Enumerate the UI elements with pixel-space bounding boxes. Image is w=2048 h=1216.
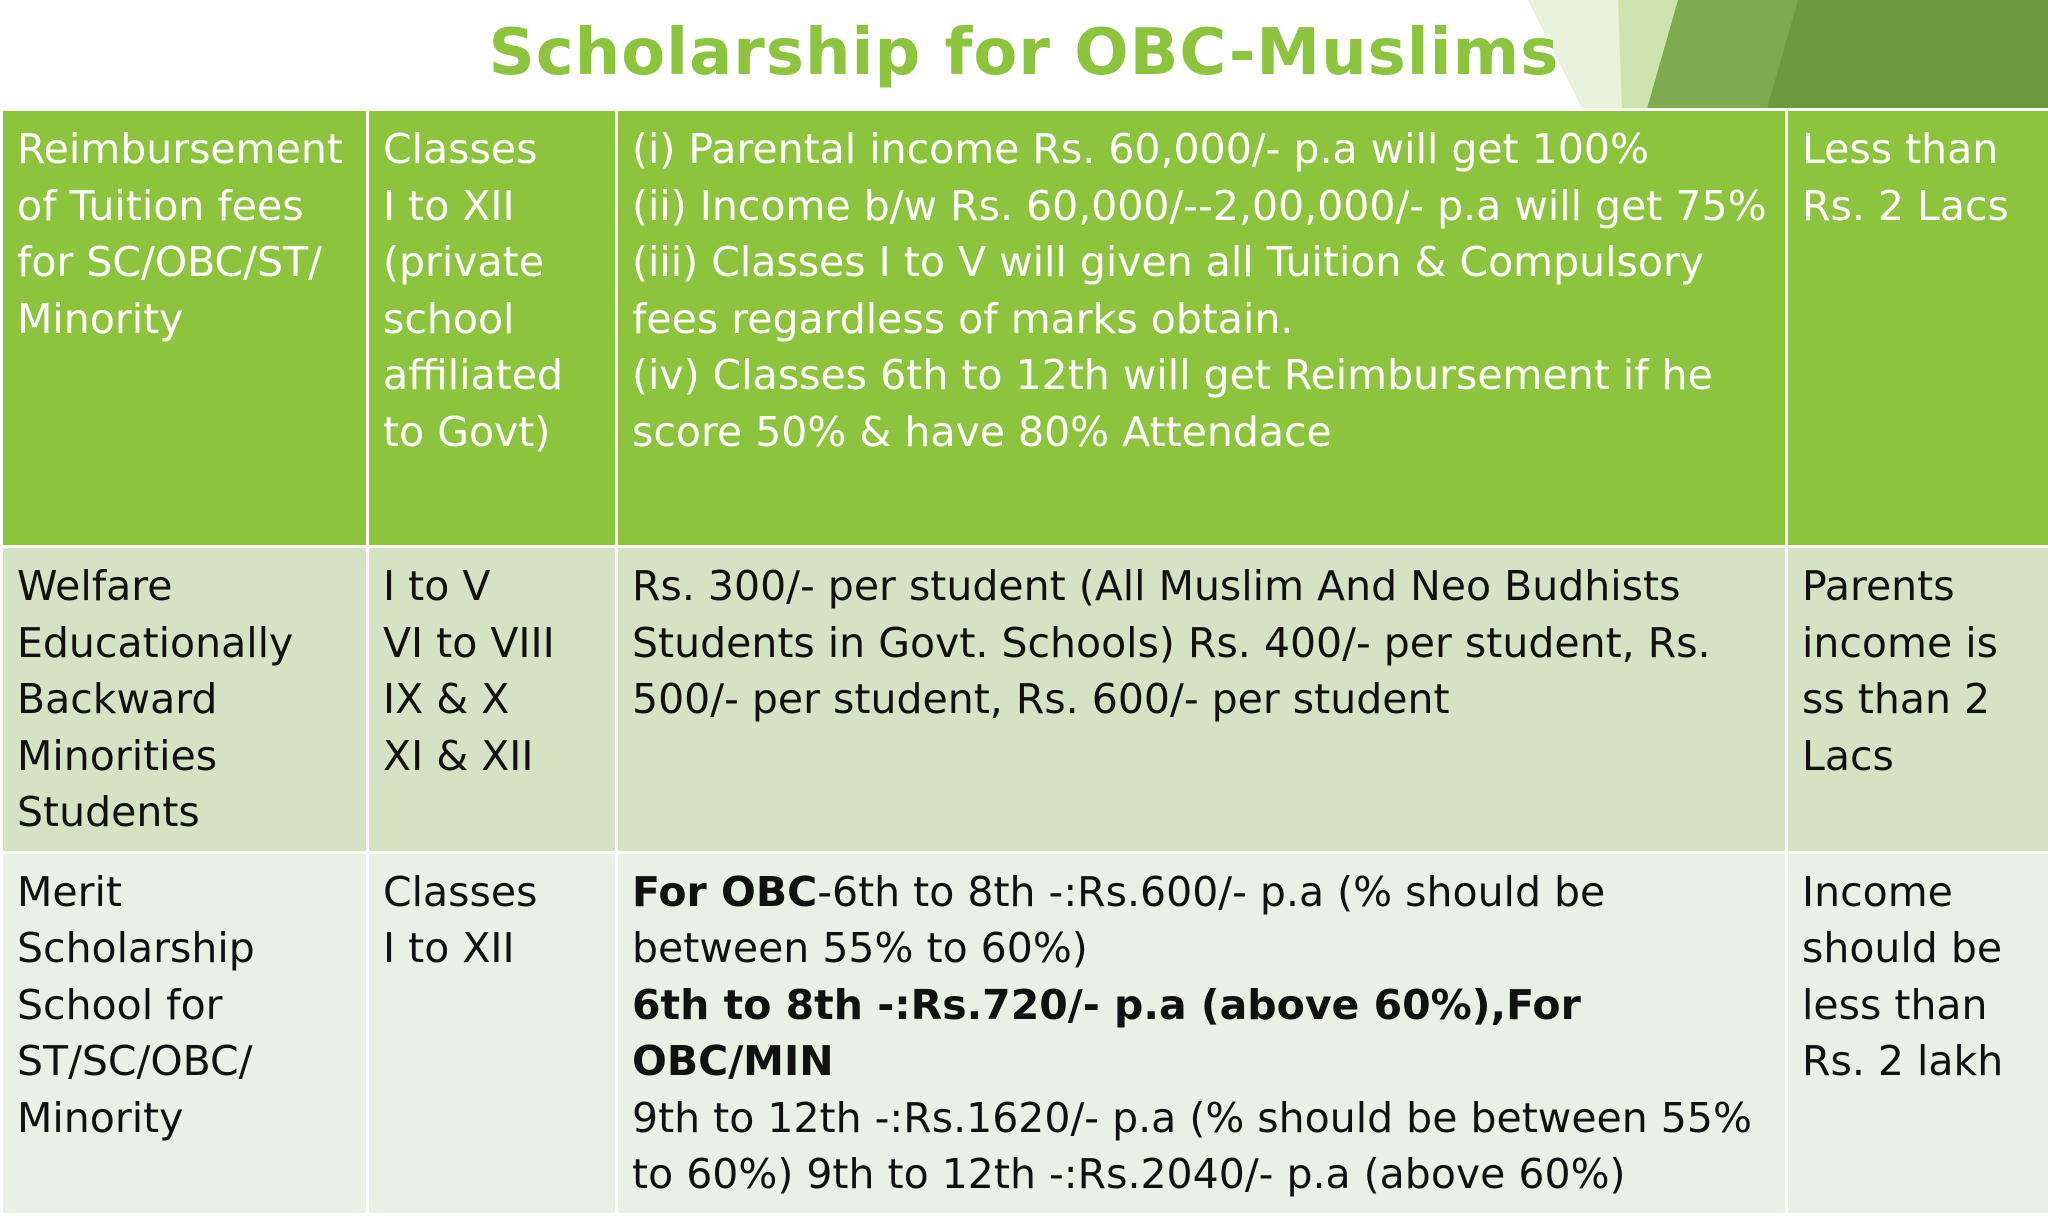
scheme-cell bbox=[2, 110, 368, 547]
eligibility-cell bbox=[1787, 852, 2048, 1214]
details-cell bbox=[617, 852, 1787, 1214]
scheme-text: Reimbursement of Tuition fees for SC/OBC/ST/ Minority bbox=[17, 125, 343, 343]
eligibility-text: Parents income is ss than 2 Lacs bbox=[1802, 562, 1998, 780]
scheme-cell bbox=[2, 547, 368, 853]
eligibility-cell bbox=[1787, 110, 2048, 547]
details-text: 9th to 12th -:Rs.1620/- p.a (% should be between 55% to 60%) 9th to 12th -:Rs.2040/- p.a (above 60%) bbox=[632, 1090, 1771, 1203]
eligibility-text: Income should be less than Rs. 2 lakh bbox=[1802, 868, 2003, 1086]
classes-cell bbox=[368, 110, 617, 547]
details-cell bbox=[617, 547, 1787, 853]
classes-text: VI to VIII bbox=[383, 615, 601, 672]
scholarship-table bbox=[0, 108, 2048, 1216]
classes-text: I to XII bbox=[383, 178, 601, 235]
classes-text: I to V bbox=[383, 558, 601, 615]
classes-text: XI & XII bbox=[383, 728, 601, 785]
details-text: Rs. 300/- per student (All Muslim And Neo Budhists Students in Govt. Schools) Rs. 400/- per student, Rs. 500/- per student, Rs. 600/- per student bbox=[632, 562, 1711, 723]
classes-text: Classes bbox=[383, 864, 601, 921]
table-row bbox=[2, 110, 2048, 547]
details-bold-line: 6th to 8th -:Rs.720/- p.a (above 60%),For OBC/MIN bbox=[632, 977, 1771, 1090]
eligibility-text: Less than Rs. 2 Lacs bbox=[1802, 125, 2009, 230]
details-text: (i) Parental income Rs. 60,000/- p.a will get 100% bbox=[632, 121, 1771, 178]
details-bold-lead: For OBC bbox=[632, 868, 817, 916]
details-text: (iii) Classes I to V will given all Tuition & Compulsory fees regardless of marks obtain. bbox=[632, 234, 1771, 347]
classes-cell bbox=[368, 547, 617, 853]
table-row bbox=[2, 547, 2048, 853]
classes-text: IX & X bbox=[383, 671, 601, 728]
details-text: -6th to 8th -:Rs.600/- p.a (% should be between 55% to 60%) bbox=[632, 868, 1618, 973]
details-text: (ii) Income b/w Rs. 60,000/--2,00,000/- p.a will get 75% bbox=[632, 178, 1771, 235]
scheme-text: Merit Scholarship School for ST/SC/OBC/ Minority bbox=[17, 868, 255, 1142]
details-cell bbox=[617, 110, 1787, 547]
page-title: Scholarship for OBC-Muslims bbox=[0, 8, 2048, 98]
details-text: (iv) Classes 6th to 12th will get Reimbursement if he score 50% & have 80% Attendace bbox=[632, 347, 1771, 460]
table-row bbox=[2, 852, 2048, 1214]
eligibility-cell bbox=[1787, 547, 2048, 853]
scheme-cell bbox=[2, 852, 368, 1214]
classes-text: (private school affiliated to Govt) bbox=[383, 234, 601, 460]
classes-text: I to XII bbox=[383, 920, 601, 977]
scheme-text: Welfare Educationally Backward Minorities Students bbox=[17, 562, 293, 836]
classes-text: Classes bbox=[383, 121, 601, 178]
classes-cell bbox=[368, 852, 617, 1214]
